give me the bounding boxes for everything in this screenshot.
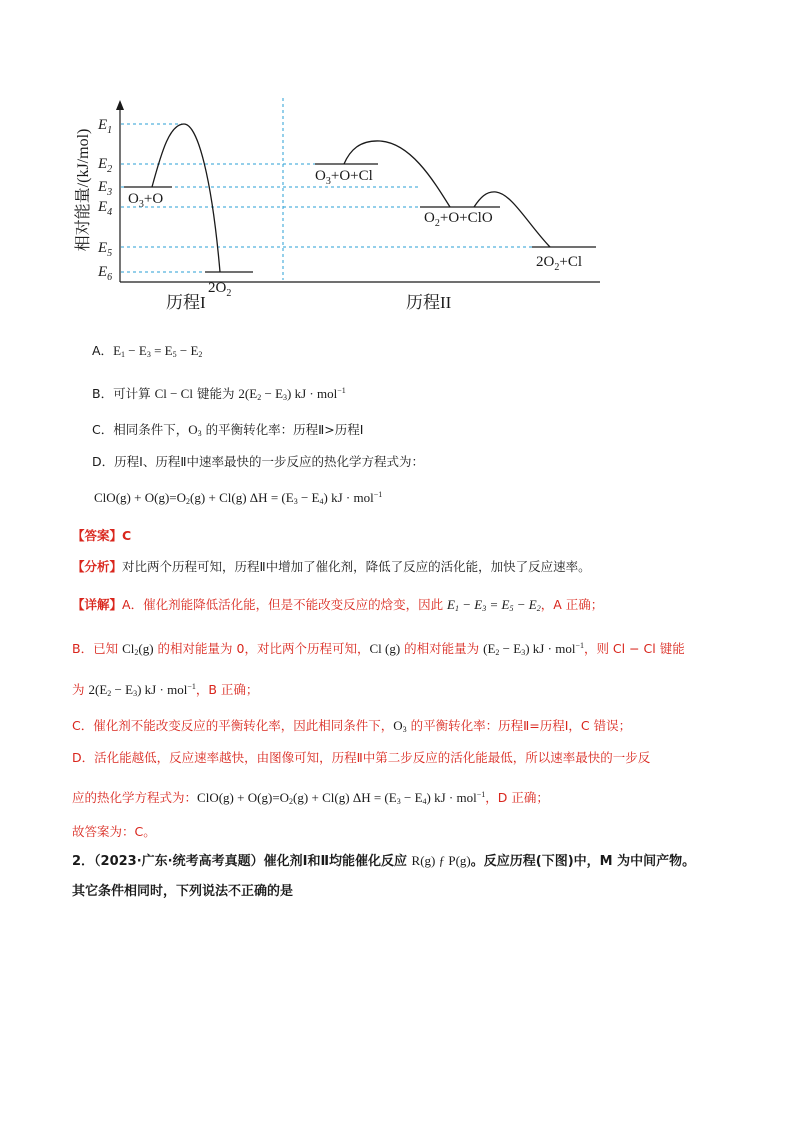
level-label-e6: $E_6$ bbox=[98, 264, 113, 283]
option-c-letter: C． bbox=[92, 422, 114, 437]
detail-d-line1 bbox=[72, 750, 650, 766]
detail-c-suffix: 的平衡转化率：历程Ⅱ=历程Ⅰ，C 错误； bbox=[406, 718, 632, 733]
option-b-text2: 键能为 bbox=[192, 386, 239, 401]
detail-d2-equation: $ClO(g) + O(g)=O_2(g) + Cl(g) \Delta H = (E_3 - E_4)$ kJ · mol$^{-1}$ bbox=[197, 790, 486, 806]
detail-a-equation: $E_1 - E_3 = E_5 - E_2$ bbox=[447, 597, 541, 613]
detail-a-suffix: ，A 正确； bbox=[540, 597, 604, 612]
option-d-letter: D． bbox=[92, 454, 115, 469]
detail-b-species: $Cl_2(g)$ bbox=[122, 641, 154, 657]
detail-b-line1 bbox=[72, 638, 685, 661]
path1-label: 历程I bbox=[166, 293, 206, 312]
question2-line1 bbox=[72, 853, 695, 870]
detail-b-species2: Cl (g) bbox=[369, 641, 401, 656]
analysis-line bbox=[72, 559, 591, 575]
question2-text-a: 2．（2023·广东·统考高考真题）催化剂Ⅰ和Ⅱ均能催化反应 bbox=[72, 854, 412, 869]
detail-conclusion-text: 故答案为：C。 bbox=[72, 824, 156, 839]
level-label-e4: $E_4$ bbox=[98, 199, 113, 218]
detail-b2-suffix: ，B 正确； bbox=[195, 682, 259, 697]
option-c-species: $O_3$ bbox=[188, 422, 202, 438]
option-d-equation-text: $ClO(g) + O(g)=O_2(g) + Cl(g) \Delta H = (E_3 - E_4)$ kJ · mol$^{-1}$ bbox=[94, 490, 383, 506]
option-b-bond: Cl − Cl bbox=[154, 386, 193, 401]
species-o3-o: $O_3+O$ bbox=[128, 191, 164, 210]
analysis-text: 对比两个历程可知，历程Ⅱ中增加了催化剂，降低了反应的活化能，加快了反应速率。 bbox=[122, 559, 591, 574]
option-d bbox=[92, 454, 424, 470]
detail-label: 【详解】 bbox=[72, 597, 123, 612]
detail-b-value: $(E_2 - E_3)$ kJ · mol$^{-1}$ bbox=[483, 641, 584, 657]
answer-value: C bbox=[122, 528, 132, 543]
species-2o2: $2O_2$ bbox=[208, 280, 232, 299]
option-c-text1: 相同条件下， bbox=[113, 422, 189, 437]
detail-conclusion bbox=[72, 824, 156, 840]
y-axis-label: 相对能量/(kJ/mol) bbox=[75, 128, 92, 252]
option-b-text1: 可计算 bbox=[113, 386, 155, 401]
option-b-letter: B． bbox=[92, 386, 114, 401]
detail-b2-value: $2(E_2 - E_3)$ kJ · mol$^{-1}$ bbox=[88, 682, 196, 698]
level-label-e3: $E_3$ bbox=[98, 179, 113, 198]
detail-b-mid1: 的相对能量为 0，对比两个历程可知， bbox=[153, 641, 370, 656]
detail-b-suffix: ，则 Cl − Cl 键能 bbox=[583, 641, 685, 656]
question2-text-line2: 其它条件相同时，下列说法不正确的是 bbox=[72, 884, 294, 899]
path2-label: 历程II bbox=[406, 293, 452, 312]
detail-d2-suffix: ，D 正确； bbox=[485, 790, 549, 805]
detail-d2-prefix: 应的热化学方程式为： bbox=[72, 790, 198, 805]
option-a-letter: A． bbox=[92, 343, 114, 358]
detail-b-prefix: B．已知 bbox=[72, 641, 123, 656]
detail-c-species: $O_3$ bbox=[393, 718, 407, 734]
level-label-e1: $E_1$ bbox=[98, 117, 113, 136]
species-o3-o-cl: $O_3+O+Cl$ bbox=[315, 168, 373, 187]
y-axis-arrow bbox=[116, 100, 124, 110]
analysis-label: 【分析】 bbox=[72, 559, 123, 574]
option-c-text2: 的平衡转化率：历程Ⅱ>历程Ⅰ bbox=[201, 422, 364, 437]
detail-b2-prefix: 为 bbox=[72, 682, 89, 697]
option-b bbox=[92, 383, 346, 406]
option-d-text: 历程Ⅰ、历程Ⅱ中速率最快的一步反应的热化学方程式为： bbox=[114, 454, 424, 469]
answer-line bbox=[72, 528, 131, 544]
level-label-e2: $E_2$ bbox=[98, 156, 113, 175]
option-d-equation bbox=[94, 487, 382, 510]
detail-a-prefix: A．催化剂能降低活化能，但是不能改变反应的焓变，因此 bbox=[122, 597, 448, 612]
option-b-value: $2(E_2 - E_3)$ kJ · mol$^{-1}$ bbox=[238, 386, 346, 402]
level-label-e5: $E_5$ bbox=[98, 240, 113, 259]
detail-a-line bbox=[72, 597, 603, 617]
option-a-equation: $E_1 - E_3 = E_5 - E_2$ bbox=[113, 343, 203, 359]
species-o2-o-clo: $O_2+O+ClO$ bbox=[424, 210, 493, 229]
question2-reaction: R(g) ƒ P(g) bbox=[411, 853, 471, 868]
energy-profile-diagram bbox=[0, 0, 794, 320]
question2-line2 bbox=[72, 884, 293, 900]
detail-b-line2 bbox=[72, 679, 258, 702]
detail-d-line2 bbox=[72, 787, 549, 810]
answer-label: 【答案】 bbox=[72, 528, 123, 543]
detail-c-prefix: C．催化剂不能改变反应的平衡转化率，因此相同条件下， bbox=[72, 718, 394, 733]
detail-b-mid2: 的相对能量为 bbox=[400, 641, 484, 656]
option-c bbox=[92, 422, 363, 442]
detail-c-line bbox=[72, 718, 631, 738]
species-2o2-cl: $2O_2+Cl$ bbox=[536, 254, 582, 273]
option-a bbox=[92, 343, 202, 363]
detail-d1-text: D．活化能越低，反应速率越快，由图像可知，历程Ⅱ中第二步反应的活化能最低，所以速率最快的一步反 bbox=[72, 750, 651, 765]
question2-text-b: 。反应历程(下图)中，M 为中间产物。 bbox=[470, 854, 696, 869]
